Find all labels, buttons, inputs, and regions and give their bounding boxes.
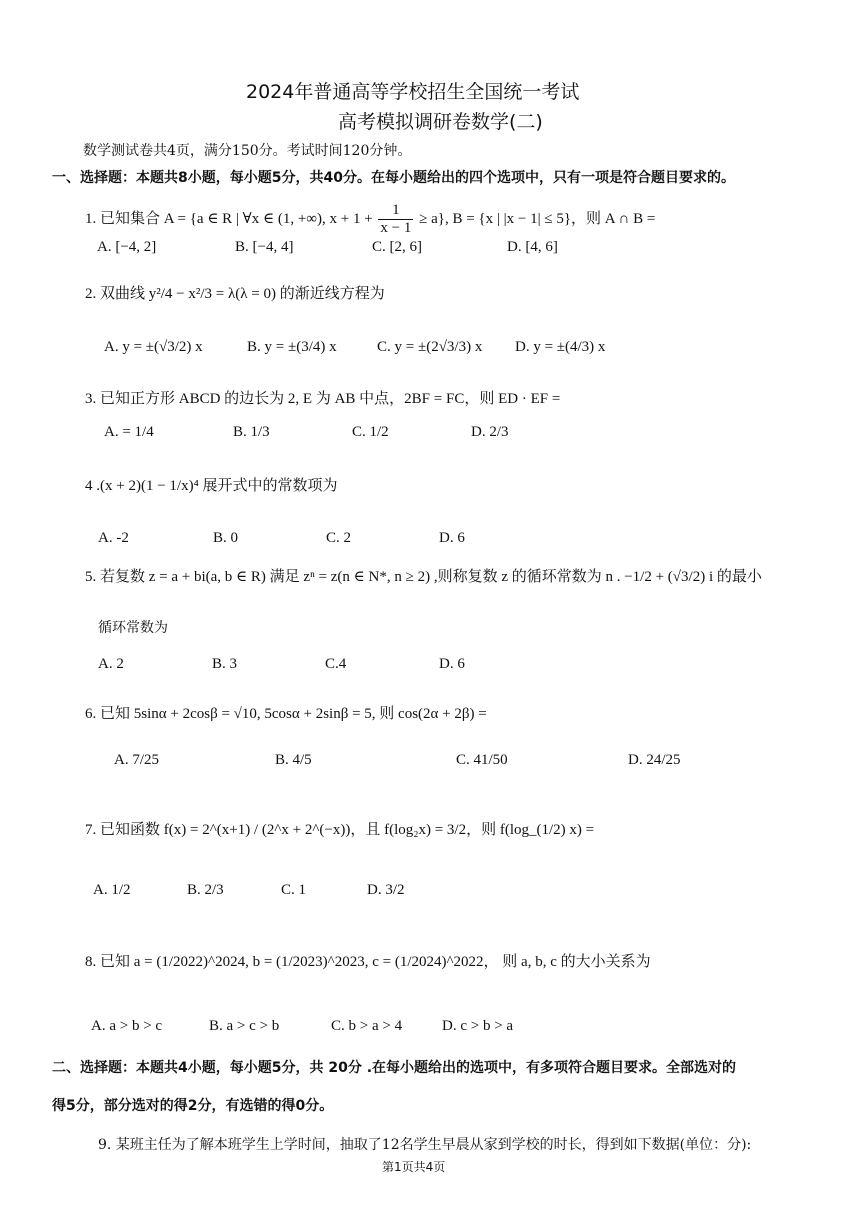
q7-option-b: B. 2/3	[187, 882, 224, 898]
q6-option-c: C. 41/50	[456, 752, 508, 768]
q2-option-d: D. y = ±(4/3) x	[515, 339, 606, 355]
q4-option-c: C. 2	[326, 530, 352, 546]
section-heading: 二、选择题：本题共4小题，每小题5分，共 20分 .在每小题给出的选项中，有多项符合题目要求。全部选对的	[52, 1060, 737, 1076]
q4-option-a: A. -2	[98, 530, 129, 546]
question-3-stem: 3. 已知正方形 ABCD 的边长为 2, E 为 AB 中点，2BF = FC，则 ED · EF =	[85, 391, 561, 407]
q2-option-c: C. y = ±(2√3/3) x	[377, 339, 483, 355]
question-7-stem: 7. 已知函数 f(x) = 2^(x+1) / (2^x + 2^(−x))，且 f(log₂x) = 3/2，则 f(log_(1/2) x) =	[85, 822, 595, 838]
q7-option-d: D. 3/2	[367, 882, 405, 898]
q8-option-d: D. c > b > a	[442, 1018, 514, 1034]
q6-option-b: B. 4/5	[275, 752, 312, 768]
q7-option-c: C. 1	[281, 882, 307, 898]
question-1-stem: 1. 已知集合 A = {a ∈ R | ∀x ∈ (1, +∞), x + 1 + $\frac{1}{x - 1}$ ≥ a}, B = {x | |x − 1| ≤ 5}，则 A ∩ B =	[85, 202, 656, 237]
q5-option-c: C.4	[325, 656, 347, 672]
question-5-stem: 5. 若复数 z = a + bi(a, b ∈ R) 满足 zⁿ = z(n ∈ N*, n ≥ 2) ,则称复数 z 的循环常数为 n . −1/2 + (√3/2) i 的最小	[85, 569, 762, 585]
q2-option-b: B. y = ±(3/4) x	[247, 339, 337, 355]
q2-option-a: A. y = ±(√3/2) x	[104, 339, 203, 355]
section-heading: 一、选择题：本题共8小题，每小题5分，共40分。在每小题给出的四个选项中，只有一项是符合题目要求的。	[52, 170, 735, 186]
exam-subtitle: 高考模拟调研卷数学(二)	[338, 111, 543, 133]
q6-option-d: D. 24/25	[628, 752, 681, 768]
q8-option-b: B. a > c > b	[209, 1018, 280, 1034]
q3-option-a: A. = 1/4	[104, 424, 154, 440]
q8-option-a: A. a > b > c	[91, 1018, 163, 1034]
page-number: 第1页共4页	[382, 1160, 446, 1174]
q3-option-d: D. 2/3	[471, 424, 509, 440]
q7-option-a: A. 1/2	[93, 882, 131, 898]
exam-info: 数学测试卷共4页，满分150分。考试时间120分钟。	[83, 143, 412, 159]
q6-option-a: A. 7/25	[114, 752, 159, 768]
question-4-stem: 4 .(x + 2)(1 − 1/x)⁴ 展开式中的常数项为	[85, 478, 338, 494]
q1-option-c: C. [2, 6]	[372, 239, 422, 255]
q4-option-b: B. 0	[213, 530, 239, 546]
q1-option-b: B. [−4, 4]	[235, 239, 294, 255]
exam-title: 2024年普通高等学校招生全国统一考试	[246, 81, 580, 103]
q8-option-c: C. b > a > 4	[331, 1018, 403, 1034]
question-8-stem: 8. 已知 a = (1/2022)^2024, b = (1/2023)^2023, c = (1/2024)^2022， 则 a, b, c 的大小关系为	[85, 954, 651, 970]
q3-option-c: C. 1/2	[352, 424, 389, 440]
q5-option-d: D. 6	[439, 656, 465, 672]
q3-option-b: B. 1/3	[233, 424, 270, 440]
q5-option-a: A. 2	[98, 656, 124, 672]
q1-option-a: A. [−4, 2]	[97, 239, 157, 255]
question-6-stem: 6. 已知 5sinα + 2cosβ = √10, 5cosα + 2sinβ = 5, 则 cos(2α + 2β) =	[85, 706, 487, 722]
section-heading-cont: 得5分，部分选对的得2分，有选错的得0分。	[52, 1098, 334, 1114]
question-9-stem: 9. 某班主任为了解本班学生上学时间，抽取了12名学生早晨从家到学校的时长，得到如下数据(单位：分):	[98, 1137, 752, 1153]
q1-option-d: D. [4, 6]	[507, 239, 558, 255]
q4-option-d: D. 6	[439, 530, 465, 546]
question-5-stem-cont: 循环常数为	[98, 620, 168, 636]
q5-option-b: B. 3	[212, 656, 238, 672]
question-2-stem: 2. 双曲线 y²/4 − x²/3 = λ(λ = 0) 的渐近线方程为	[85, 286, 385, 302]
